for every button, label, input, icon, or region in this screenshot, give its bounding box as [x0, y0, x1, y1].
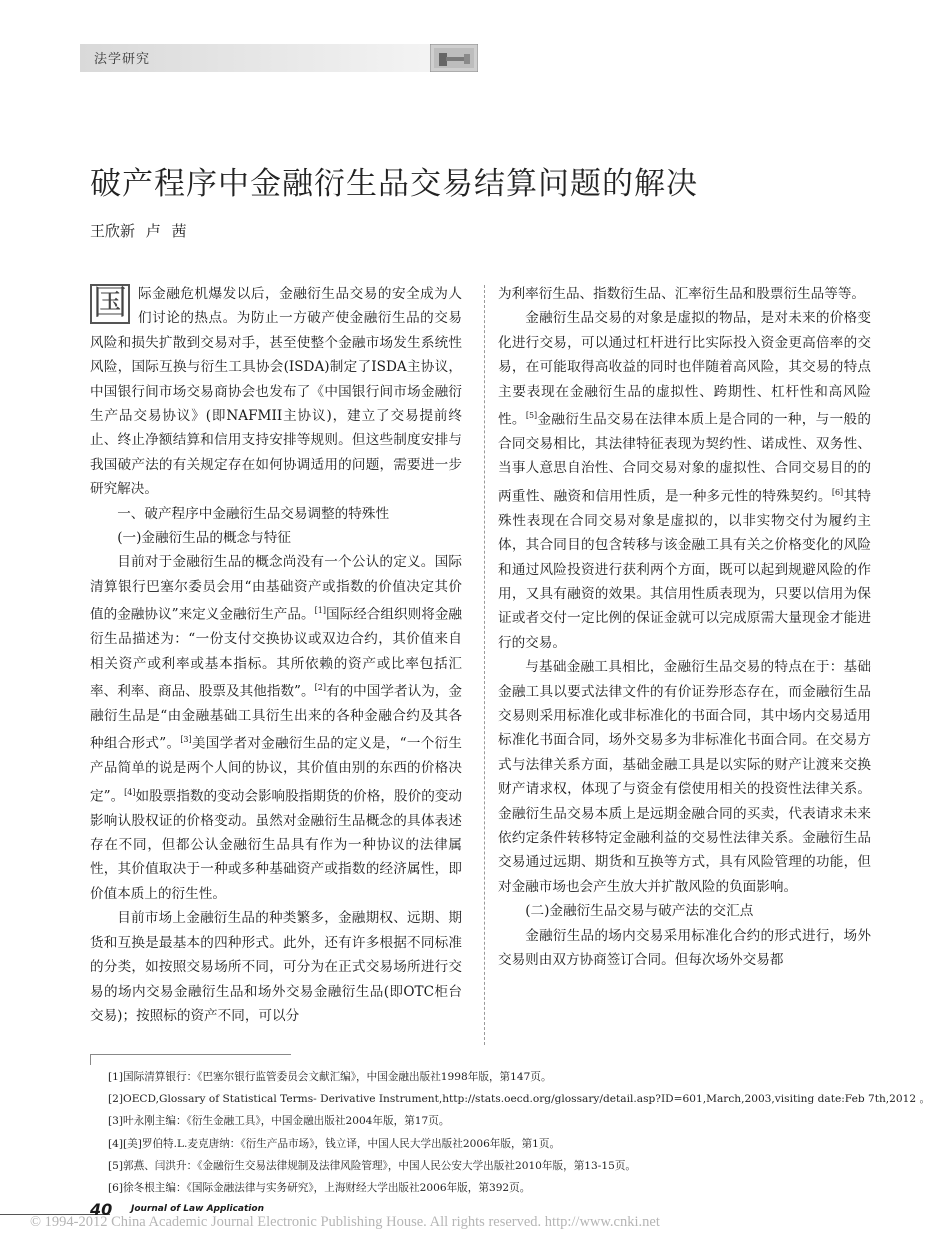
body-paragraph: 为利率衍生品、指数衍生品、汇率衍生品和股票衍生品等等。	[498, 286, 866, 302]
text-run: 金融衍生品交易的对象是虚拟的物品，是对未来的价格变化进行交易，可以通过杠杆进行比实际投入资金更高倍率的交易，在可能取得高收益的同时也伴随着高风险，其交易的特点主要表现在金融衍生品的虚拟性、跨期性、杠杆性和高风险性。	[498, 310, 871, 428]
footnote-item: [1]国际清算银行：《巴塞尔银行监管委员会文献汇编》，中国金融出版社1998年版，第147页。	[108, 1071, 552, 1083]
column-divider	[484, 285, 485, 1045]
body-paragraph: 金融衍生品的场内交易采用标准化合约的形式进行，场外交易则由双方协商签订合同。但每次场外交易都	[498, 927, 871, 969]
right-column	[498, 282, 871, 972]
body-paragraph	[498, 306, 871, 655]
body-paragraph: 与基础金融工具相比，金融衍生品交易的特点在于：基础金融工具以要式法律文件的有价证券形态存在，而金融衍生品交易则采用标准化或非标准化的书面合同，其中场内交易适用标准化书面合同，场外交易多为非标准化书面合同。在交易方式与法律关系方面，基础金融工具是以实际的财产让渡来交换财产请求权，体现了与资金有偿使用相关的投资性法律关系。金融衍生品交易本质上是远期金融合同的买卖，代表请求未来依约定条件转移特定金融利益的交易性法律关系。金融衍生品交易通过远期、期货和互换等方式，具有风险管理的功能，但对金融市场也会产生放大并扩散风险的负面影响。	[498, 659, 871, 895]
text-run: 美国学者对金融衍生品的定义是，“一个衍生产品简单的说是两个人间的协议，其价值由别的东西的价格决定”。	[90, 735, 463, 805]
footnote-item: [3]叶永刚主编：《衍生金融工具》，中国金融出版社2004年版，第17页。	[108, 1115, 450, 1128]
left-column	[90, 282, 462, 1028]
footnote-item: [6]徐冬根主编：《国际金融法律与实务研究》，上海财经大学出版社2006年版，第392页。	[108, 1182, 531, 1195]
footnote-ref[interactable]: [2]	[314, 683, 326, 693]
body-paragraph: 目前市场上金融衍生品的种类繁多，金融期权、远期、期货和互换是最基本的四种形式。此外，还有许多根据不同标准的分类，如按照交易场所不同，可分为在正式交易场所进行交易的场内交易金融衍生品和场外交易金融衍生品(即OTC柜台交易)；按照标的资产不同，可以分	[90, 910, 462, 1024]
section-label: 法学研究	[94, 52, 151, 67]
article-title: 破产程序中金融衍生品交易结算问题的解决	[90, 166, 698, 202]
footnote-item: [2]OECD,Glossary of Statistical Terms- Derivative Instrument,http://stats.oecd.org/glossary/detail.asp?ID=601,March,2003,visiting date:Feb 7th,2012 。	[108, 1093, 931, 1106]
text-run: 目前对于金融衍生品的概念尚没有一个公认的定义。国际清算银行巴塞尔委员会用“由基础资产或指数的价值决定其价值的金融协议”来定义金融衍生产品。	[90, 554, 462, 623]
intro-paragraph: 际金融危机爆发以后，金融衍生品交易的安全成为人们讨论的热点。为防止一方破产使金融衍生品的交易风险和损失扩散到交易对手，甚至使整个金融市场发生系统性风险，国际互换与衍生工具协会(ISDA)制定了ISDA主协议，中国银行间市场交易商协会也发布了《中国银行间市场金融衍生产品交易协议》(即NAFMII主协议)，建立了交易提前终止、终止净额结算和信用支持安排等规则。但这些制度安排与我国破产法的有关规定存在如何协调适用的问题，需要进一步研究解决。	[90, 286, 462, 498]
text-run: 有的中国学者认为，金融衍生品是“由金融基础工具衍生出来的各种金融合约及其各种组合形式”。	[90, 683, 463, 752]
article-authors: 王欣新 卢 茜	[90, 222, 187, 240]
footnote-ref[interactable]: [1]	[314, 606, 326, 616]
subsection-heading: (一)金融衍生品的概念与特征	[117, 530, 291, 547]
text-run: 其特殊性表现在合同交易对象是虚拟的，以非实物交付为履约主体，其合同目的包含转移与该金融工具有关之价格变化的风险和通过风险投资进行获利两个方面，既可以起到规避风险的作用，又具有融资的效果。其信用性质表现为，只要以信用为保证或者交付一定比例的保证金就可以完成原需大量现金才能进行的交易。	[498, 488, 872, 651]
journal-name: Journal of Law Application	[131, 1204, 264, 1214]
text-run: 国际经合组织则将金融衍生品描述为：“一份支付交换协议或双边合约，其价值来自相关资产或利率或基本指标。其所依赖的资产或比率包括汇率、利率、商品、股票及其他指数”。	[90, 606, 463, 700]
footnotes	[108, 1066, 931, 1199]
footnote-ref[interactable]: [6]	[831, 487, 844, 497]
gavel-icon	[430, 44, 478, 72]
text-run: 如股票指数的变动会影响股指期货的价格，股价的变动影响认股权证的价格变动。虽然对金融衍生品概念的具体表述存在不同，但都公认金融衍生品具有作为一种协议的法律属性，其价值取决于一种或多种基础资产或指数的经济属性，即价值本质上的衍生性。	[90, 788, 462, 902]
subsection-heading: (二)金融衍生品交易与破产法的交汇点	[525, 903, 754, 920]
footnote-ref[interactable]: [4]	[124, 787, 136, 797]
footnote-item: [5]郭燕、闫洪升：《金融衍生交易法律规制及法律风险管理》，中国人民公安大学出版社2010年版，第13-15页。	[108, 1159, 637, 1172]
footnote-ref[interactable]: [5]	[525, 411, 538, 421]
copyright-watermark: © 1994-2012 China Academic Journal Electronic Publishing House. All rights reserved. http://www.cnki.net	[30, 1214, 660, 1230]
footnote-item: [4][美]罗伯特.L.麦克唐纳：《衍生产品市场》，钱立译，中国人民大学出版社2006年版，第1页。	[108, 1137, 561, 1150]
text-run: 金融衍生品交易在法律本质上是合同的一种，与一般的合同交易相比，其法律特征表现为契约性、诺成性、双务性、当事人意思自治性、合同交易对象的虚拟性、合同交易目的的两重性、融资和信用性质，是一种多元性的特殊契约。	[498, 411, 872, 505]
footnote-rule	[90, 1054, 291, 1065]
section-heading: 一、破产程序中金融衍生品交易调整的特殊性	[117, 505, 390, 522]
footnote-ref[interactable]: [3]	[180, 735, 192, 745]
page-number: 40	[90, 1200, 113, 1219]
body-paragraph	[90, 550, 462, 906]
drop-cap: 国	[90, 284, 130, 324]
